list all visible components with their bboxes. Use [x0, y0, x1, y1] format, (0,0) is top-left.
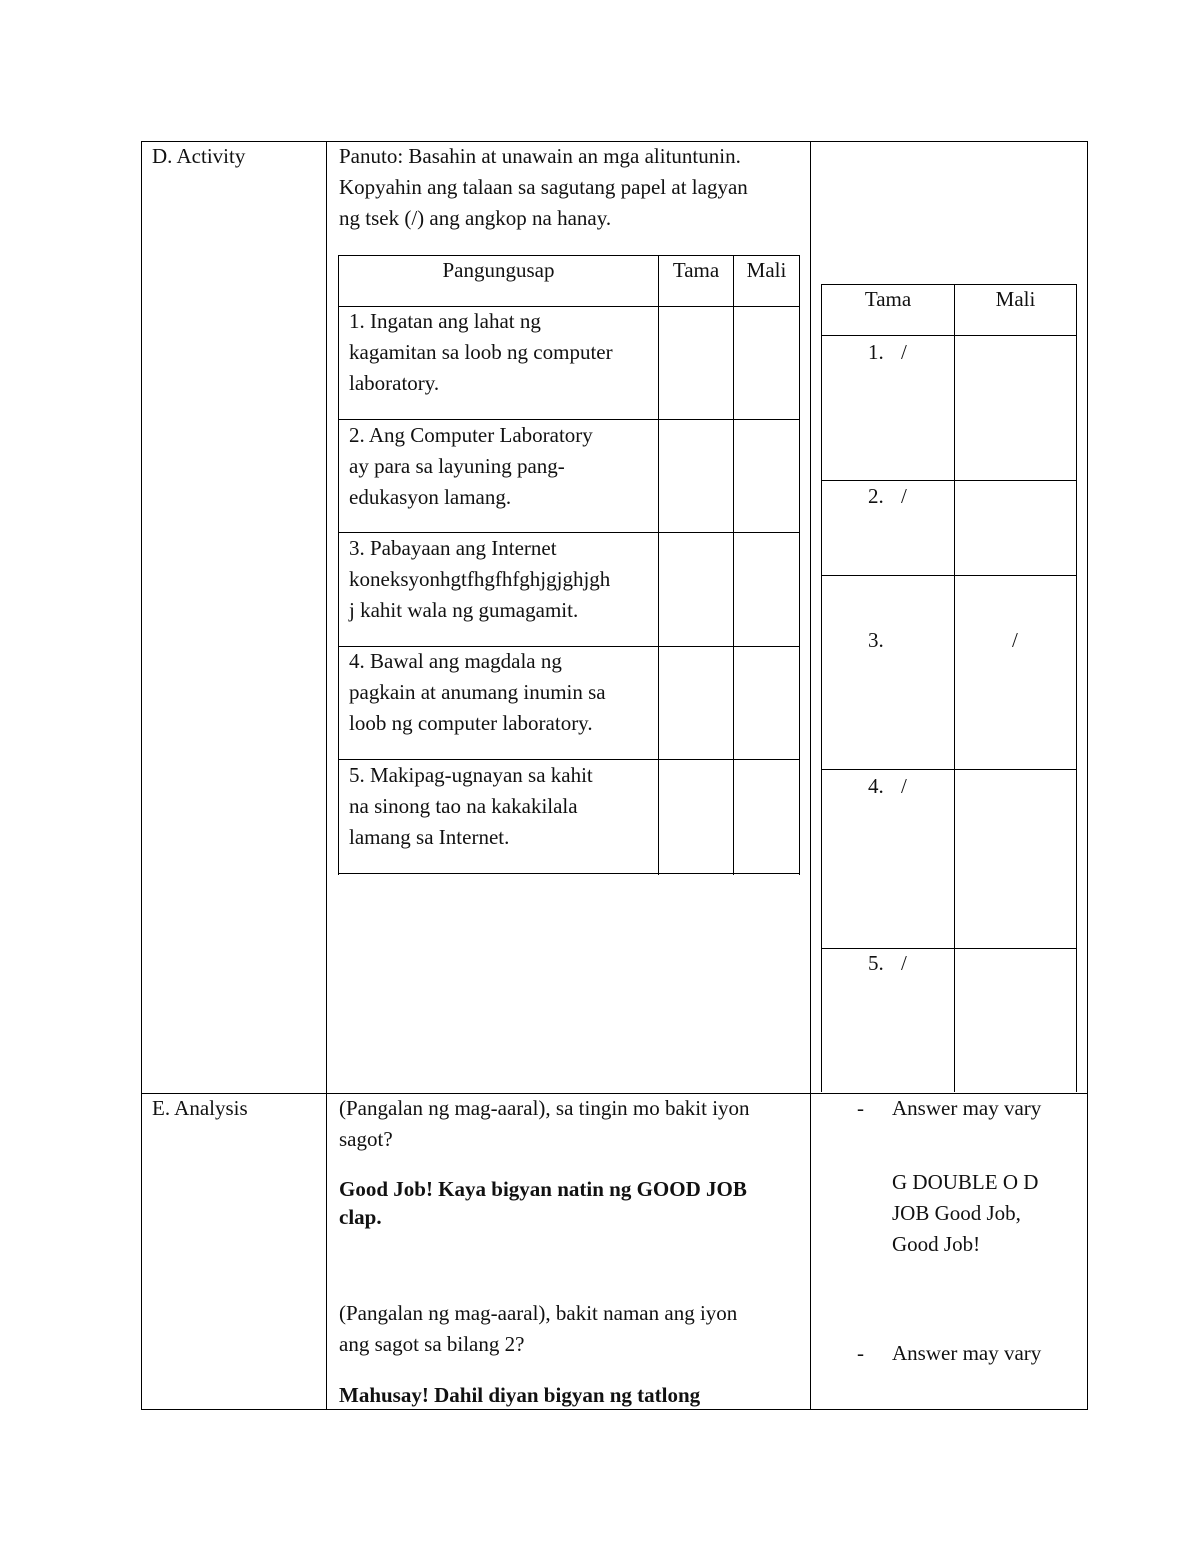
answer-row-line-3 [821, 575, 1077, 576]
cheer-line: G DOUBLE O D [892, 1170, 1039, 1194]
answer-border-left [821, 284, 822, 1092]
statements-col-divider-1 [658, 255, 659, 875]
statement-text: na sinong tao na kakakilala [349, 794, 578, 818]
answer-dash: - [857, 1096, 864, 1120]
answer-tama-mark: / [901, 774, 907, 798]
outer-border-right [1087, 141, 1088, 1410]
question-line: ang sagot sa bilang 2? [339, 1332, 525, 1356]
outer-border-left [141, 141, 142, 1410]
statement-text: loob ng computer laboratory. [349, 711, 593, 735]
statement-text: lamang sa Internet. [349, 825, 510, 849]
statement-text: 4. Bawal ang magdala ng [349, 649, 562, 673]
statement-text: 3. Pabayaan ang Internet [349, 536, 557, 560]
instruction-line-1: Panuto: Basahin at unawain an mga alituntunin. [339, 144, 741, 168]
statement-text: ay para sa layuning pang- [349, 454, 565, 478]
answer-header-tama: Tama [864, 287, 912, 311]
answer-border-right [1076, 284, 1077, 1092]
statements-border-bottom [338, 873, 800, 874]
answer-number: 4. [868, 774, 884, 798]
statements-header-mali: Mali [746, 258, 787, 282]
statements-border-left [338, 255, 339, 875]
statement-text: edukasyon lamang. [349, 485, 512, 509]
answer-row-line-2 [821, 480, 1077, 481]
answer-row-line-1 [821, 335, 1077, 336]
statement-text: 2. Ang Computer Laboratory [349, 423, 593, 447]
statement-text: 5. Makipag-ugnayan sa kahit [349, 763, 593, 787]
answer-tama-mark: / [901, 484, 907, 508]
answer-number: 3. [868, 628, 884, 652]
statements-header-pangungusap: Pangungusap [442, 258, 555, 282]
question-line: (Pangalan ng mag-aaral), sa tingin mo bakit iyon [339, 1096, 750, 1120]
praise-line: Good Job! Kaya bigyan natin ng GOOD JOB [339, 1177, 747, 1201]
column-divider-2 [810, 141, 811, 1410]
answer-number: 2. [868, 484, 884, 508]
answer-text: Answer may vary [892, 1096, 1042, 1120]
statement-text: kagamitan sa loob ng computer [349, 340, 613, 364]
question-line: (Pangalan ng mag-aaral), bakit naman ang iyon [339, 1301, 738, 1325]
statement-text: laboratory. [349, 371, 440, 395]
instruction-line-3: ng tsek (/) ang angkop na hanay. [339, 206, 612, 230]
statement-text: koneksyonhgtfhgfhfghjgjghjgh [349, 567, 611, 591]
answer-dash: - [857, 1341, 864, 1365]
statement-text: pagkain at anumang inumin sa [349, 680, 606, 704]
cheer-line: JOB Good Job, [892, 1201, 1021, 1225]
statement-text: 1. Ingatan ang lahat ng [349, 309, 541, 333]
instruction-line-2: Kopyahin ang talaan sa sagutang papel at lagyan [339, 175, 748, 199]
analysis-praise-2: Mahusay! Dahil diyan bigyan ng tatlong [339, 1383, 701, 1407]
cheer-line: Good Job! [892, 1232, 981, 1256]
statements-header-tama: Tama [672, 258, 720, 282]
analysis-label: E. Analysis [152, 1096, 248, 1120]
praise-line: clap. [339, 1205, 382, 1229]
answer-tama-mark: / [901, 340, 907, 364]
column-divider-1 [326, 141, 327, 1410]
statements-col-divider-2 [733, 255, 734, 875]
answer-row-line-5 [821, 948, 1077, 949]
answer-mali-mark: / [1012, 628, 1018, 652]
answer-row-line-4 [821, 769, 1077, 770]
statements-border-right [799, 255, 800, 875]
answer-col-divider [954, 284, 955, 1092]
statement-text: j kahit wala ng gumagamit. [349, 598, 579, 622]
answer-header-mali: Mali [995, 287, 1036, 311]
question-line: sagot? [339, 1127, 393, 1151]
answer-number: 1. [868, 340, 884, 364]
answer-tama-mark: / [901, 951, 907, 975]
answer-number: 5. [868, 951, 884, 975]
activity-label: D. Activity [152, 144, 246, 168]
answer-text: Answer may vary [892, 1341, 1042, 1365]
